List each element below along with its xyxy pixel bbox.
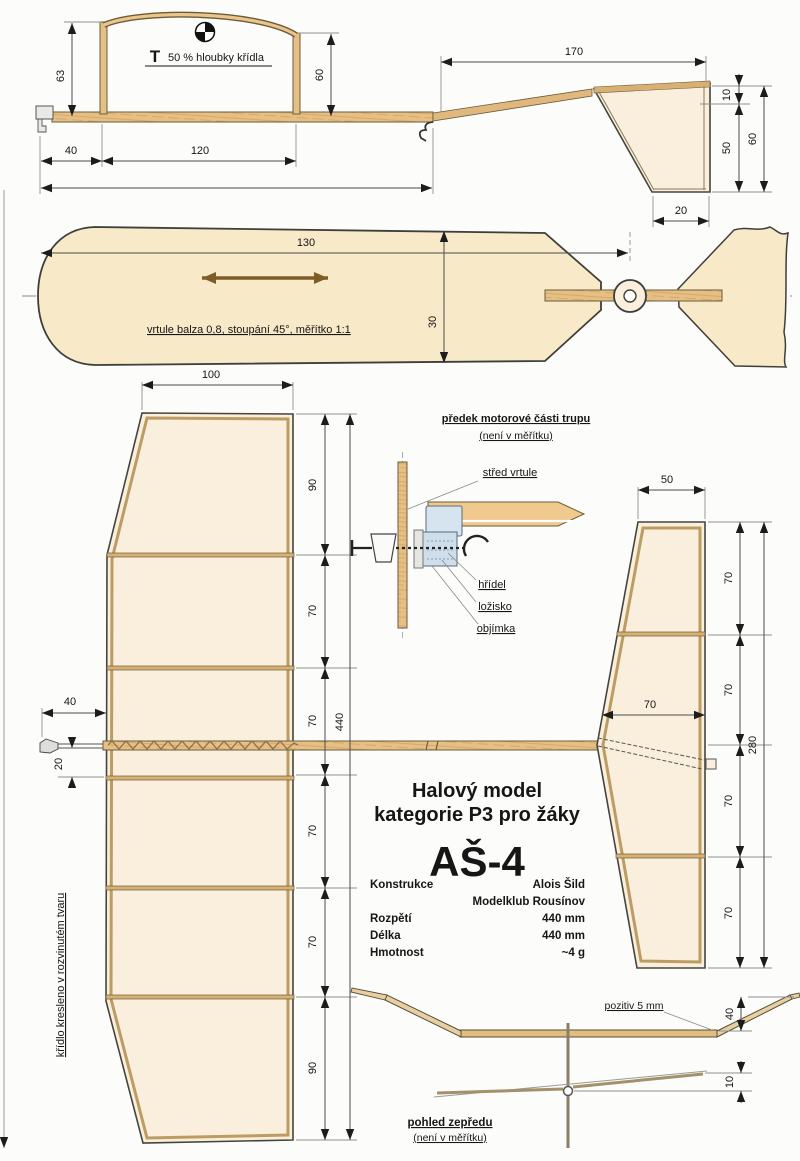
dimension-100	[142, 369, 293, 410]
label-collar: objímka	[476, 623, 516, 635]
dim-text: 70	[307, 714, 319, 728]
prop-shaft-right	[646, 290, 722, 301]
construction-value: Alois Šild	[532, 879, 585, 891]
front-view-subtitle: (není v měřítku)	[413, 1132, 487, 1144]
span-label: Rozpětí	[370, 913, 412, 925]
motor-stick-side	[52, 112, 433, 122]
dimension-40-120	[40, 124, 296, 194]
prop-note: vrtule balza 0,8, stoupání 45°, měřítko 1:1	[147, 324, 351, 336]
wing-left-tip-front	[385, 995, 461, 1037]
dimension-63	[55, 22, 101, 116]
tail-boom-side	[433, 89, 592, 121]
stab-span-chain	[708, 522, 772, 968]
front-view	[351, 988, 800, 1148]
wing-plan-view	[40, 369, 598, 1143]
wing-right-tip-ext	[790, 993, 800, 999]
fin-side	[594, 83, 710, 192]
wing-note-rotated: křídlo kresleno v rozvinutém tvaru	[55, 892, 67, 1058]
prop-blade-front-right	[573, 1074, 703, 1087]
title-block	[370, 780, 586, 959]
weight-value: ~4 g	[561, 947, 585, 959]
stabilizer-plan-view	[597, 474, 772, 968]
detail-subtitle: (není v měřítku)	[479, 430, 553, 442]
dim-text: 20	[674, 205, 688, 217]
pylon-front-post	[100, 22, 107, 114]
dim-text: 30	[427, 315, 439, 329]
prop-hub-front	[564, 1087, 573, 1096]
heading-line2: kategorie P3 pro žáky	[374, 804, 580, 826]
dim-text: 70	[723, 794, 735, 808]
dim-text: 120	[190, 145, 210, 157]
cg-symbol	[196, 23, 215, 42]
projection-line-left	[0, 190, 8, 1148]
dim-text: 63	[55, 69, 67, 83]
heading-line1: Halový model	[411, 780, 543, 802]
detail-title: předek motorové části trupu	[441, 413, 591, 425]
dim-text: 50	[721, 141, 733, 155]
stab-rib	[616, 854, 705, 858]
dim-text: 60	[314, 68, 326, 82]
prop-spar-detail	[398, 462, 407, 628]
dim-text: 70	[307, 935, 319, 949]
dim-text: 70	[307, 824, 319, 838]
motor-mount-detail	[352, 413, 590, 640]
cg-note-label: 50 % hloubky křídla	[168, 52, 264, 64]
dimension-wing-20	[53, 737, 104, 788]
dim-text: 10	[721, 88, 733, 102]
dim-text: 100	[201, 369, 221, 381]
dim-text: 280	[747, 735, 759, 755]
dim-text: 10	[724, 1075, 736, 1089]
wing-left-tip-ext	[351, 988, 387, 1000]
prop-hub-inner	[624, 290, 636, 302]
model-name: AŠ-4	[429, 838, 525, 885]
length-label: Délka	[370, 930, 401, 942]
dim-text: 90	[307, 1061, 319, 1075]
dim-text: 440	[334, 712, 346, 732]
dim-text: 70	[723, 571, 735, 585]
stab-rib	[617, 632, 705, 636]
cg-mark-label: T	[149, 47, 161, 66]
fuselage-side-view	[36, 15, 772, 227]
dim-text: 130	[296, 237, 316, 249]
dim-text: 70	[643, 699, 657, 711]
dim-text: 50	[660, 474, 674, 486]
dim-text: 70	[723, 906, 735, 920]
dim-text: 20	[53, 757, 65, 771]
front-view-title: pohled zepředu	[407, 1117, 493, 1129]
positive-label: pozitiv 5 mm	[604, 1000, 664, 1012]
span-value: 440 mm	[542, 913, 585, 925]
dim-text: 90	[307, 478, 319, 492]
pylon-rear-post	[293, 33, 300, 114]
dim-text: 40	[64, 145, 78, 157]
nose-bearing-block	[36, 106, 53, 119]
dimension-wing-40	[42, 696, 106, 737]
dimension-60-pylon	[298, 33, 339, 116]
prop-shaft-left	[545, 290, 614, 301]
propeller-template-view	[22, 227, 792, 367]
weight-label: Hmotnost	[370, 947, 424, 959]
rear-hook-side	[420, 122, 433, 141]
prop-blade-left	[38, 227, 601, 365]
shaft-clamp	[371, 534, 396, 562]
dim-text: 40	[724, 1007, 736, 1021]
nose-hook-side	[38, 119, 46, 132]
dim-text: 70	[723, 683, 735, 697]
construction-label: Konstrukce	[370, 879, 434, 891]
dimension-50	[638, 474, 705, 519]
nose-hook-plan	[40, 739, 58, 753]
wing-span-chain	[296, 414, 357, 1140]
label-prop-center: střed vrtule	[482, 467, 538, 479]
construction-value2: Modelklub Rousínov	[472, 896, 585, 908]
label-shaft: hřídel	[478, 579, 506, 591]
dim-text: 170	[564, 46, 584, 58]
length-value: 440 mm	[542, 930, 585, 942]
wing-center-front	[460, 1030, 717, 1037]
fin-base-mark	[706, 759, 716, 769]
dim-text: 60	[747, 132, 759, 146]
dimension-prop-10	[574, 1061, 752, 1103]
dimension-fin-20	[653, 196, 709, 227]
dim-text: 70	[307, 604, 319, 618]
dim-text: 40	[63, 696, 77, 708]
label-bearing: ložisko	[478, 601, 512, 613]
shaft-hook-loop	[464, 536, 488, 556]
prop-blade-front-left	[437, 1089, 563, 1093]
stab-outline	[597, 522, 705, 968]
